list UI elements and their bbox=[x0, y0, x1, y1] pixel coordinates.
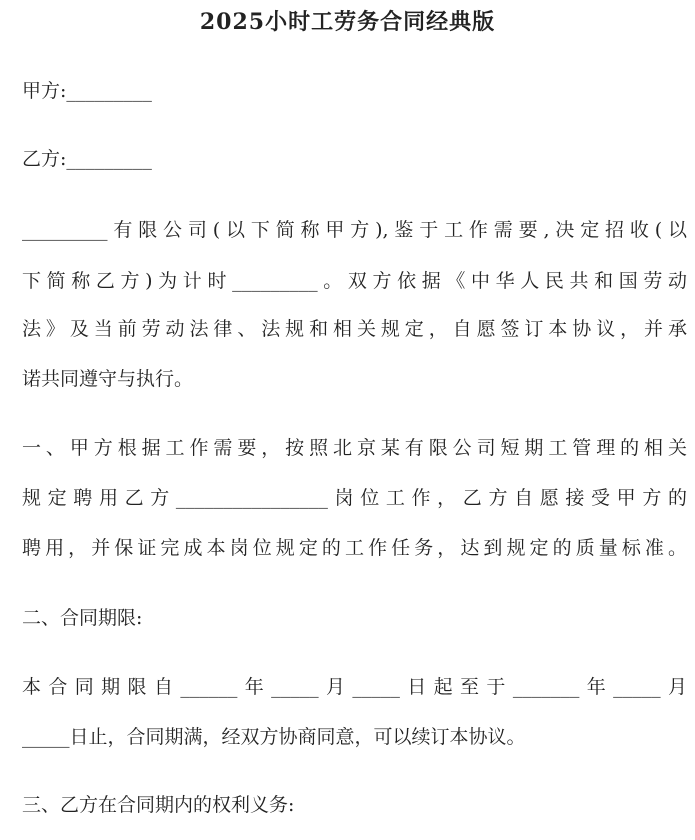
party-a-line: 甲方:_________ bbox=[22, 80, 152, 102]
document-title: 2025小时工劳务合同经典版 bbox=[199, 9, 496, 35]
section-1-line-3: 聘用，并保证完成本岗位规定的工作任务，达到规定的质量标准。 bbox=[22, 537, 687, 559]
intro-line-3: 法》及当前劳动法律、法规和相关规定，自愿签订本协议，并承 bbox=[22, 318, 687, 340]
section-2-line-2: _____日止，合同期满，经双方协商同意，可以续订本协议。 bbox=[22, 726, 526, 748]
section-1-line-2: 规定聘用乙方________________岗位工作，乙方自愿接受甲方的 bbox=[22, 487, 687, 509]
section-2-heading: 二、合同期限: bbox=[22, 607, 143, 629]
intro-line-2: 下简称乙方)为计时_________。双方依据《中华人民共和国劳动 bbox=[22, 270, 687, 292]
section-3-heading: 三、乙方在合同期内的权利义务: bbox=[22, 794, 295, 816]
section-2-line-1: 本合同期限自______年_____月_____日起至于_______年_____月 bbox=[22, 676, 687, 698]
intro-line-4: 诺共同遵守与执行。 bbox=[22, 368, 194, 390]
party-b-line: 乙方:_________ bbox=[22, 148, 152, 170]
section-1-line-1: 一、甲方根据工作需要，按照北京某有限公司短期工管理的相关 bbox=[22, 437, 687, 459]
intro-line-1: _________有限公司(以下简称甲方),鉴于工作需要,决定招收(以 bbox=[22, 219, 687, 241]
